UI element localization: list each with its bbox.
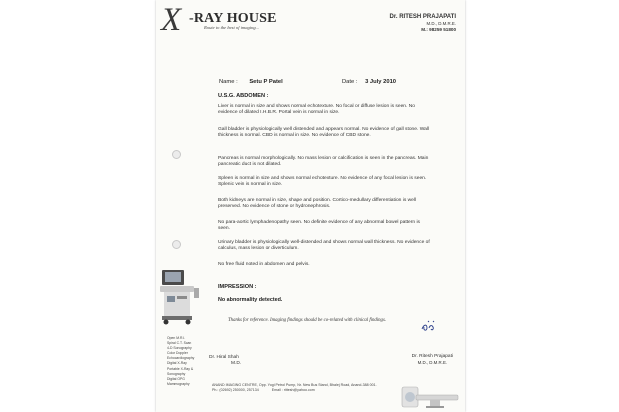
header-doctor-mobile: M.: 98259 51800	[421, 27, 456, 32]
footer-phone: Ph.: (02692) 250000, 257134	[212, 388, 259, 392]
signature-right-qualification: M.D., D.M.R.E.	[417, 360, 448, 365]
finding-free-fluid: No free fluid noted in abdomen and pelvis.	[218, 262, 310, 267]
service-item: Sonography	[167, 371, 186, 376]
report-letterhead	[156, 0, 465, 412]
header-doctor-qualification: M.D., D.M.R.E.	[426, 21, 456, 26]
service-item: 4-D Sonography	[167, 346, 192, 351]
finding-lymph-nodes: No para-aortic lymphadenopathy seen. No definite evidence of any abnormal bowel pattern is seen.	[218, 220, 420, 232]
ct-scanner-icon	[400, 384, 462, 410]
impression-label: IMPRESSION :	[218, 284, 257, 290]
footer-address-block	[212, 383, 392, 393]
signature-right	[412, 354, 453, 366]
signature-right-name: Dr. Ritesh Prajapati	[411, 354, 453, 359]
signature-left-name: Dr. Hiral Shah	[209, 355, 239, 360]
service-item: Color Doppler	[167, 351, 188, 356]
signature-left-qualification: M.D.	[231, 361, 242, 366]
footer-address: ANAND IMAGING CENTRE, Opp. Yogi Petrol Pump, Nr. New Bus Stand, Bhalej Road, Anand-388 001.	[212, 383, 377, 387]
impression-text: No abnormality detected.	[218, 297, 283, 303]
finding-pancreas: Pancreas is normal morphologically. No mass lesion or calcification is seen in the pancreas. Main pancreatic duct is not dilated.	[218, 156, 429, 168]
logo-tagline: Route to the best of imaging...	[204, 25, 260, 30]
patient-name-row	[219, 79, 283, 85]
finding-kidneys: Both kidneys are normal in size, shape and position. Cortico-medullary differentiation is well preserved. No evidence of stone or hydronephrosis.	[218, 198, 417, 210]
punch-hole	[172, 240, 181, 249]
service-item: Mammography	[167, 381, 190, 386]
punch-hole	[172, 150, 181, 159]
report-date-label: Date :	[342, 79, 358, 85]
logo-x: X	[161, 2, 182, 38]
logo-text: -RAY HOUSE	[189, 11, 277, 26]
service-item: Digital X-Ray	[167, 361, 187, 366]
header-doctor-name: Dr. RITESH PRAJAPATI	[389, 14, 456, 20]
footer-contact	[212, 388, 392, 393]
report-date-value: 3 July 2010	[365, 79, 397, 85]
ultrasound-machine-icon	[158, 268, 202, 326]
report-date-row	[342, 79, 396, 85]
patient-name-value: Setu P Patel	[249, 79, 283, 85]
service-item: Digital OPG	[167, 376, 185, 381]
service-item: Spiral C.T. Scan	[167, 341, 192, 346]
finding-liver: Liver is normal in size and shows normal echotexture. No focal or diffuse lesion is seen. No evidence of dilated I.H.B.R. Portal vein is normal in size.	[218, 104, 415, 116]
footer-email: Email : rittesh@yahoo.com	[271, 388, 315, 392]
finding-spleen: Spleen is normal in size and shows normal echotexture. No evidence of any focal lesion is seen. Splenic vein is normal in size.	[218, 176, 427, 188]
service-item: Echocardiography	[167, 356, 195, 361]
service-item: Open M.R.I.	[167, 336, 186, 340]
handwritten-signature	[419, 318, 437, 334]
finding-gall-bladder: Gall bladder is physiologically well distended and appears normal. No evidence of gall stone. Wall thickness is normal. CBD is normal in size. No evidence of CBD stone.	[218, 127, 430, 139]
signature-left	[209, 355, 241, 367]
finding-urinary-bladder: Urinary bladder is physiologically well-distended and shows normal wall thickness. No evidence of calculus, mass lesion or diverticulum.	[218, 240, 430, 252]
header-doctor-block	[390, 14, 456, 32]
services-list	[167, 336, 194, 387]
report-title: U.S.G. ABDOMEN :	[218, 93, 269, 99]
thanks-note: Thanks for reference. Imaging findings should be co-related with clinical findings.	[228, 318, 387, 323]
patient-name-label: Name :	[219, 79, 238, 85]
service-item: Portable X-Ray &	[167, 366, 194, 371]
